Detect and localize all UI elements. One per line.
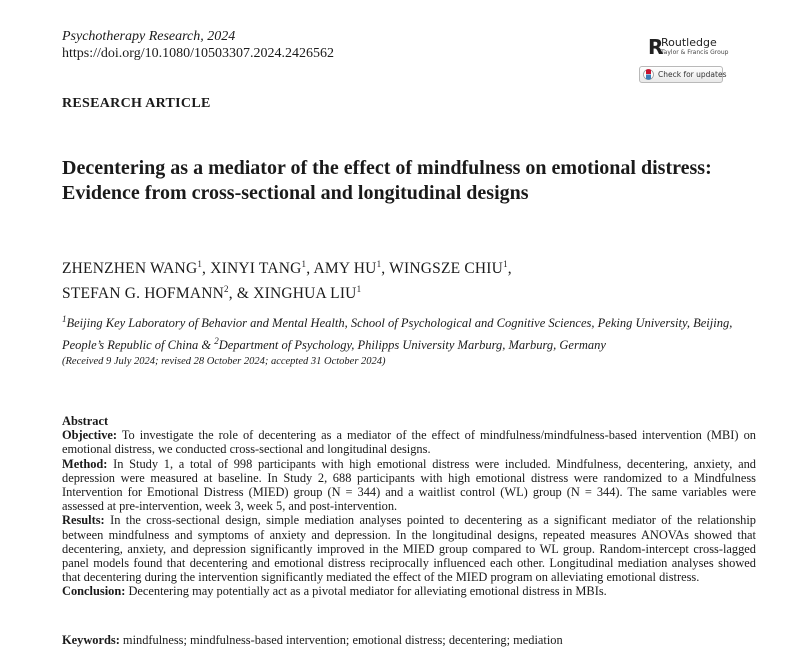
check-for-updates-label: Check for updates <box>658 70 727 79</box>
abstract <box>62 414 756 599</box>
article-type: RESEARCH ARTICLE <box>62 96 211 111</box>
section-label: Conclusion: <box>62 584 126 599</box>
article-title: Decentering as a mediator of the effect of mindfulness on emotional distress: Evidence from cross-sectional and longitudinal designs <box>62 157 712 204</box>
author-affiliation-mark: 1 <box>503 259 508 269</box>
crossmark-icon <box>643 69 654 80</box>
section-text: Decentering may potentially act as a pivotal mediator for alleviating emotional distress in MBIs. <box>125 584 607 599</box>
author-name: XINYI TANG <box>210 260 302 278</box>
author-affiliation-mark: 1 <box>356 284 362 295</box>
doi-link[interactable]: https://doi.org/10.1080/10503307.2024.2426562 <box>62 46 334 61</box>
section-label: Results: <box>62 513 105 528</box>
author-affiliation-mark: 2 <box>224 284 229 295</box>
author-separator: , <box>306 260 314 278</box>
abstract-objective <box>62 428 756 456</box>
author-affiliation-mark: 1 <box>376 259 382 269</box>
author-separator: , <box>202 260 211 278</box>
author-separator: , <box>507 260 512 278</box>
abstract-heading: Abstract <box>62 414 109 428</box>
section-text: To investigate the role of decentering as a mediator of the effect of mindfulness/mindfulness-based intervention (MBI) on emotional distress, we conducted cross-sectional and longitudinal designs. <box>62 428 756 457</box>
abstract-results <box>62 513 756 584</box>
keywords <box>62 633 762 648</box>
section-text: In Study 1, a total of 998 participants with high emotional distress were included. Mindfulness, decentering, anxiety, and depression were measured at baseline. In Study 2, 688 participants with high emotional distress were randomized to a Mindfulness Intervention for Emotional Distress (MIED) group (N = 344) and a waitlist control (WL) group (N = 344). The same variables were assessed at pre-intervention, week 3, week 5, and post-intervention. <box>62 456 756 514</box>
affiliation-mark: 1 <box>62 314 67 324</box>
affiliation-text: Department of Psychology, Philipps University Marburg, Marburg, Germany <box>218 338 606 353</box>
author-name: AMY HU <box>313 260 377 278</box>
check-for-updates-button[interactable] <box>639 66 727 83</box>
author-name: WINGSZE CHIU <box>389 260 504 278</box>
author-affiliation-mark: 1 <box>197 259 203 269</box>
abstract-method <box>62 457 756 514</box>
author-affiliation-mark: 1 <box>301 259 307 269</box>
abstract-conclusion <box>62 584 756 598</box>
received-dates: (Received 9 July 2024; revised 28 October 2024; accepted 31 October 2024) <box>62 356 386 367</box>
publisher-name: Routledge <box>661 36 717 49</box>
author-name: XINGHUA LIU <box>253 285 357 303</box>
section-label: Method: <box>62 456 108 471</box>
keywords-text: mindfulness; mindfulness-based intervention; emotional distress; decentering; mediation <box>119 633 563 647</box>
publisher-logo <box>648 36 738 60</box>
affiliation-text: Beijing Key Laboratory of Behavior and Mental Health, School of Psychological and Cognitive Sciences, Peking University, Beijing, People’s Republic of China & <box>62 316 733 353</box>
affiliation-mark: 2 <box>214 336 219 347</box>
author-separator: , & <box>228 285 254 303</box>
section-text: In the cross-sectional design, simple mediation analyses pointed to decentering as a significant mediator of the relationship between mindfulness and symptoms of anxiety and depression. In the longitudinal designs, repeated measures ANOVAs showed that decentering, anxiety, and depression significantly improved in the MIED group compared to WL group. Random-intercept cross-lagged panel models found that decentering and emotional distress reciprocally influenced each other. Longitudinal mediation analyses showed that decentering during the intervention significantly mediated the effect of the MIED program on alleviating emotional distress. <box>62 513 756 585</box>
author-list <box>62 254 752 304</box>
keywords-label: Keywords: <box>62 633 120 647</box>
section-label: Objective: <box>62 428 118 443</box>
affiliations <box>62 310 762 354</box>
routledge-r-icon: R <box>648 35 664 59</box>
author-separator: , <box>381 260 390 278</box>
author-name: ZHENZHEN WANG <box>62 260 198 278</box>
publisher-subtitle: Taylor & Francis Group <box>661 49 729 56</box>
author-name: STEFAN G. HOFMANN <box>62 285 225 303</box>
journal-name: Psychotherapy Research, 2024 <box>62 29 236 44</box>
